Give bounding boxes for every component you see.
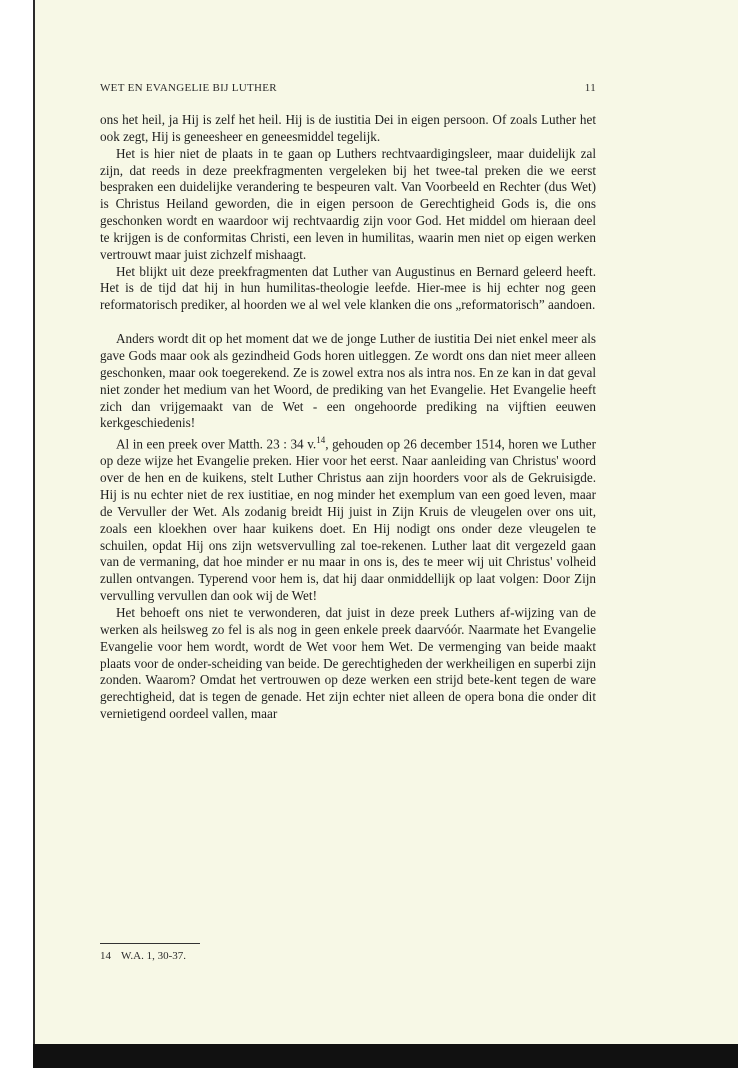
paragraph: Het is hier niet de plaats in te gaan op Luthers rechtvaardigingsleer, maar duidelijk zal zijn, dat reeds in deze preekfragmenten vergeleken bij het twee-tal preken die we eerst bespraken een duidelijke verandering te bespeuren valt. Van Voorbeeld en Rechter (dus Wet) is Christus Heiland geworden, die in eigen persoon de Gerechtigheid Gods is, die ons geschonken wordt en waardoor wij rechtvaardig zijn voor God. Het middel om hieraan deel te krijgen is de conformitas Christi, een leven in humilitas, waarin men niet op eigen werken vertrouwt maar juist zichzelf mishaagt. [100, 145, 596, 262]
paragraph: ons het heil, ja Hij is zelf het heil. Hij is de iustitia Dei in eigen persoon. Of zoals Luther het ook zegt, Hij is geneesheer en geneesmiddel tegelijk. [100, 112, 596, 144]
paragraph: Het behoeft ons niet te verwonderen, dat juist in deze preek Luthers af-wijzing van de werken als heilsweg zo fel is als nog in geen enkele preek daarvóór. Naarmate het Evangelie Evangelie voor hem wordt, wordt de Wet voor hem Wet. De vermenging van beide maakt plaats voor de onder-scheiding van beide. De gerechtigheden der werkheiligen en superbi zijn zonden. Waarom? Omdat het vertrouwen op deze werken een strijd bete-kent tegen de ware gerechtigheid, dat is tegen de genade. Het zijn echter niet alleen de opera bona die onder dit vernietigend oordeel vallen, maar [100, 605, 596, 722]
paragraph: Anders wordt dit op het moment dat we de jonge Luther de iustitia Dei niet enkel meer als gave Gods maar ook als gezindheid Gods horen uitleggen. Ze wordt ons dan niet meer alleen geschonken, maar ook toegerekend. Ze is zowel extra nos als intra nos. En ze kan in dat geval niet zonder het medium van het Woord, de prediking van het Evangelie. Het Evangelie heeft zich dan vrijgemaakt van de Wet - een ongehoorde prediking na vijftien eeuwen kerkgeschiedenis! [100, 331, 596, 431]
paragraph-text: , gehouden op 26 december 1514, horen we Luther op deze wijze het Evangelie preken. Hier voor het eerst. Naar aanleiding van Christus' woord over de hen en de kuikens, stelt Luther Christus aan zijn hoorders voor als de Gekruisigde. Hij is nu echter niet de rex iustitiae, en nog minder het exemplum van een goed leven, maar de Vervuller der Wet. Als zodanig breidt Hij juist in Zijn Kruis de vleugelen over ons uit, zoals een kloekhen over haar kuikens doet. En Hij nodigt ons onder deze vleugelen te schuilen, opdat Hij ons zijn wetsvervulling zal toe-rekenen. Luther laat dit vergezeld gaan van de vermaning, dat hoe minder er nu maar in ons is, des te meer wij uit Christus' volheid zullen ontvangen. Typerend voor hem is, dat hij daar onmiddellijk op laat volgen: Door Zijn vervulling vervullen dan ook wij de Wet! [100, 436, 596, 604]
section-break [100, 314, 596, 331]
footnote-divider [100, 943, 200, 944]
footnote-reference: 14 [316, 435, 326, 446]
running-title: WET EN EVANGELIE BIJ LUTHER [100, 82, 277, 94]
footnote-number: 14 [100, 950, 111, 962]
paragraph-text: Al in een preek over Matth. 23 : 34 v. [116, 436, 317, 452]
page-number: 11 [584, 82, 596, 94]
paragraph: Het blijkt uit deze preekfragmenten dat Luther van Augustinus en Bernard geleerd heeft. Het is de tijd dat hij in hun humilitas-theologie leefde. Hier-mee is hij echter nog geen reformatorisch prediker, al hoorden we al wel vele klanken die ons „reformatorisch” aandoen. [100, 263, 596, 313]
footnote [100, 950, 186, 962]
scan-bottom-edge [33, 1044, 738, 1068]
paragraph-matth-sermon [100, 432, 596, 605]
body-text [100, 112, 596, 723]
footnote-text: W.A. 1, 30-37. [121, 950, 186, 962]
